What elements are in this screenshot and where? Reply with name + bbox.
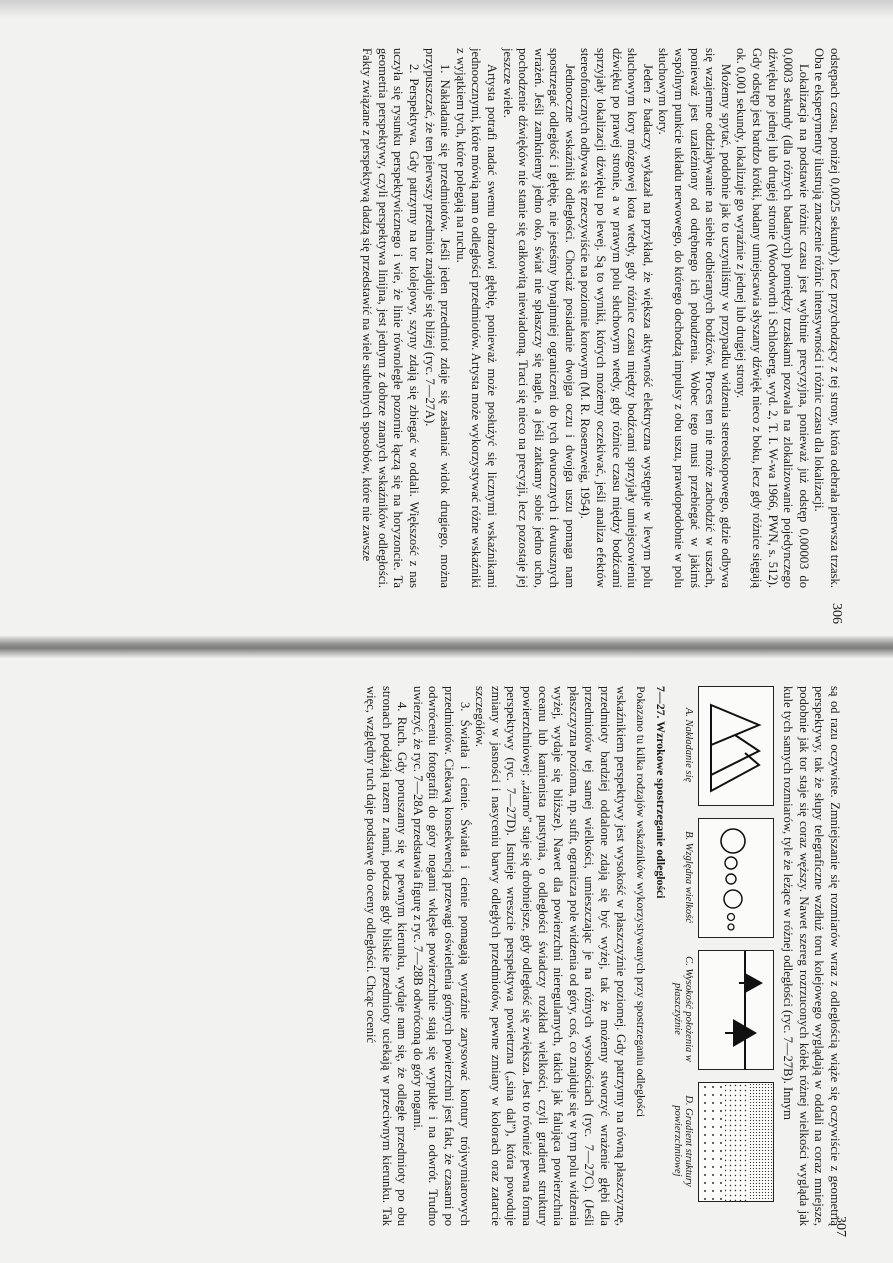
paragraph: są od razu oczywiste. Zmniejszanie się rozmiarów wraz z odległością wiąże się oczywiście z geometrią perspektywy, tak że słupy telegraficzne wzdłuż toru kolejowego wyglądają w oddali na coraz mniejsze, podobnie jak tor staje się coraz węższy. Nawet szereg rozrzuconych kółek różnej wielkości wygląda jak kule tych samych rozmiarów, tyle że leżące w różnej odległości (ryc. 7—27B). Innym <box>781 686 842 1226</box>
figure-caption: C. Wysokość położenia w płaszczyźnie <box>671 956 694 1062</box>
figure-label: 7—27. Wzrokowe spostrzeganie odległości <box>653 686 668 899</box>
figure-7-27 <box>672 686 774 1226</box>
list-item-paragraph: 1. Nakładanie się przedmiotów. Jeśli jeden przedmiot zdaje się zasłaniać widok drugiego, można przypuszczać, że ten pierwszy przedmiot znajduje się bliżej (ryc. 7—27A). <box>422 48 453 588</box>
list-item-paragraph: 3. Światła i cienie. Światła i cienie pomagają wyraźnie zarysować kontury trójwymiarowych przedmiotów. Ciekawą konsekwencją przewagi oświetlenia górnych powierzchni jest fakt, że czasami po odwróceniu fotografii do góry nogami wklęsłe powierzchnie stają się wypukłe i na odwrót. Trudno uwierzyć, że ryc. 7—28A przedstawia figurę z ryc. 7—28B odwróconą do góry nogami. <box>410 686 472 1226</box>
list-item-paragraph: 2. Perspektywa. Gdy patrzymy na tor kolejowy, szyny zdają się zbiegać w oddali. Większość z nas uczyła się rysunku perspektywicznego i wie, że linie równoległe pozornie łączą się na horyzoncie. Ta geometria perspektywy, czyli perspektywa linijna, jest jednym z dobrze znanych wskaźników odległości. Fakty związane z perspektywą dadzą się przedstawić na wiele subtelnych sposobów, które nie zawsze <box>360 48 421 588</box>
section-heading-paragraph: Jednooczne wskaźniki odległości. Chociaż posiadanie dwojga oczu i dwojga uszu pomaga nam spostrzegać odległość i głębię, nie jesteśmy bynajmniej ograniczeni do tych dwuocznych i dwuusznych wrażeń. Jeśli zamkniemy jedno oko, świat nie spłaszczy się nagle, a jeśli zatkamy sobie jedno ucho, pochodzenie dźwięków nie stanie się całkowitą niewiadomą. Traci się nieco na precyzji, lecz pozostaje jej jeszcze wiele. <box>500 48 577 588</box>
list-item-paragraph: 4. Ruch. Gdy poruszamy się w pewnym kierunku, wydaje nam się, że odległe przedmioty po obu stronach podążają razem z nami, podczas gdy bliskie przedmioty uciekają w przeciwnym kierunku. Tak więc, względny ruch daje podstawę do oceny odległości. Chcąc ocenić <box>364 686 410 1226</box>
paragraph: Jeden z badaczy wykazał na przykład, że większa aktywność elektryczna występuje w lewym polu słuchowym kory mózgowej kota wtedy, gdy różnice czasu między bodźcami sprzyjały umiejscowieniu dźwięku po prawej stronie, a w prawym polu słuchowym wtedy, gdy różnice czasu między bodźcami sprzyjały lokalizacji dźwięku po lewej. Są to wyniki, których możemy oczekiwać, jeśli analiza efektów stereofonicznych odbywa się rzeczywiście na poziomie korowym (M. R. Rosenzweig, 1954). <box>578 48 655 588</box>
page-306 <box>92 48 842 623</box>
page-number: 307 <box>833 1216 848 1237</box>
scan-top-edge <box>0 0 893 18</box>
overlap-illustration <box>698 686 774 806</box>
page-307 <box>92 686 848 1237</box>
paragraph: odstępach czasu, poniżej 0,0025 sekundy), lecz przychodzący z tej strony, która odebrała pierwsza trzask. Oba te eksperymenty ilustrują znaczenie różnic intensywności i różnic czasu dla lokalizacji. <box>812 48 842 588</box>
figure-panel-a <box>672 686 774 804</box>
relative-size-illustration <box>698 818 774 938</box>
figure-panel-c <box>672 950 774 1068</box>
figure-description: Pokazano tu kilka rodzajów wskaźników wykorzystywanych przy spostrzeganiu odległości <box>633 686 648 1118</box>
figure-caption: D. Gradient struktury powierzchniowej <box>671 1095 694 1187</box>
book-gutter-shadow <box>0 636 893 658</box>
figure-title <box>654 686 668 1226</box>
texture-gradient-illustration <box>698 1082 774 1202</box>
paragraph: wskaźnikiem perspektywy jest wysokość w płaszczyźnie poziomej. Gdy patrzymy na równą płaszczyznę, przedmioty bardziej oddalone zdają się być wyżej, tak że możemy stworzyć wrażenie głębi dla przedmiotów tej samej wielkości, umieszczając je na różnych wysokościach (ryc. 7—27C). (Jeśli płaszczyzna pozioma, np. sufit, ogranicza pole widzenia od góry, coś, co znajduje się w tym polu widzenia wyżej, wydaje się bliższe). Nawet dla powierzchni nieregularnych, takich jak falująca powierzchnia oceanu lub kamienista pustynia, o odległości świadczy rozkład wielkości, czyli gradient struktury powierzchniowej: „ziarno” staje się drobniejsze, gdy odległość się zwiększa. Jest to również pewna forma perspektywy (ryc. 7—27D). Istnieje wreszcie perspektywa powietrzna („sina dal”), która powoduje zmiany w jasności i nasyceniu barwy odległych przedmiotów, pewne zmiany w kolorach oraz zatarcie szczegółów. <box>473 686 628 1226</box>
height-in-plane-illustration <box>698 950 774 1070</box>
paragraph: Artysta potrafi nadać swemu obrazowi głębię, ponieważ może posłużyć się licznymi wskaźnikami jednoocznymi, które mówią nam o odległości przedmiotów. Artysta może wykorzystywać różne wskaźniki z wyjątkiem tych, które polegają na ruchu. <box>453 48 499 588</box>
paragraph: Lokalizacja na podstawie różnic czasu jest wybitnie precyzyjna, ponieważ już odstęp 0,00003 do 0,0003 sekundy (dla różnych badanych) pomiędzy trzaskami pozwala na zlokalizowanie pojedynczego dźwięku po jednej lub drugiej stronie (Woodworth i Schlosberg, wyd. 2, T. I. W-wa 1966, PWN, s. 512). Gdy odstęp jest bardzo krótki, badany umiejscawia słyszany dźwięk nieco z boku, lecz gdy różnice sięgają ok. 0,001 sekundy, lokalizuje go wyraźnie z jednej lub drugiej strony. <box>734 48 811 588</box>
figure-panel-d <box>672 1082 774 1200</box>
page-306-text <box>359 48 842 588</box>
page-number: 306 <box>829 603 844 624</box>
page-307-text <box>363 686 842 1226</box>
paragraph: Możemy spytać, podobnie jak to uczyniliśmy w przypadku widzenia stereoskopowego, gdzie odbywa się wzajemne oddziaływanie na siebie odbieranych bodźców. Proces ten nie może zachodzić w uszach, ponieważ jest uzależniony od odrębnego ich pobudzenia. Wobec tego musi przebiegać w jakimś wspólnym punkcie układu nerwowego, do którego dochodzą impulsy z obu uszu, prawdopodobnie w polu słuchowym kory. <box>656 48 733 588</box>
figure-caption: A. Nakładanie się <box>682 707 694 783</box>
figure-caption: B. Względna wielkość <box>682 831 694 923</box>
figure-panel-b <box>672 818 774 936</box>
